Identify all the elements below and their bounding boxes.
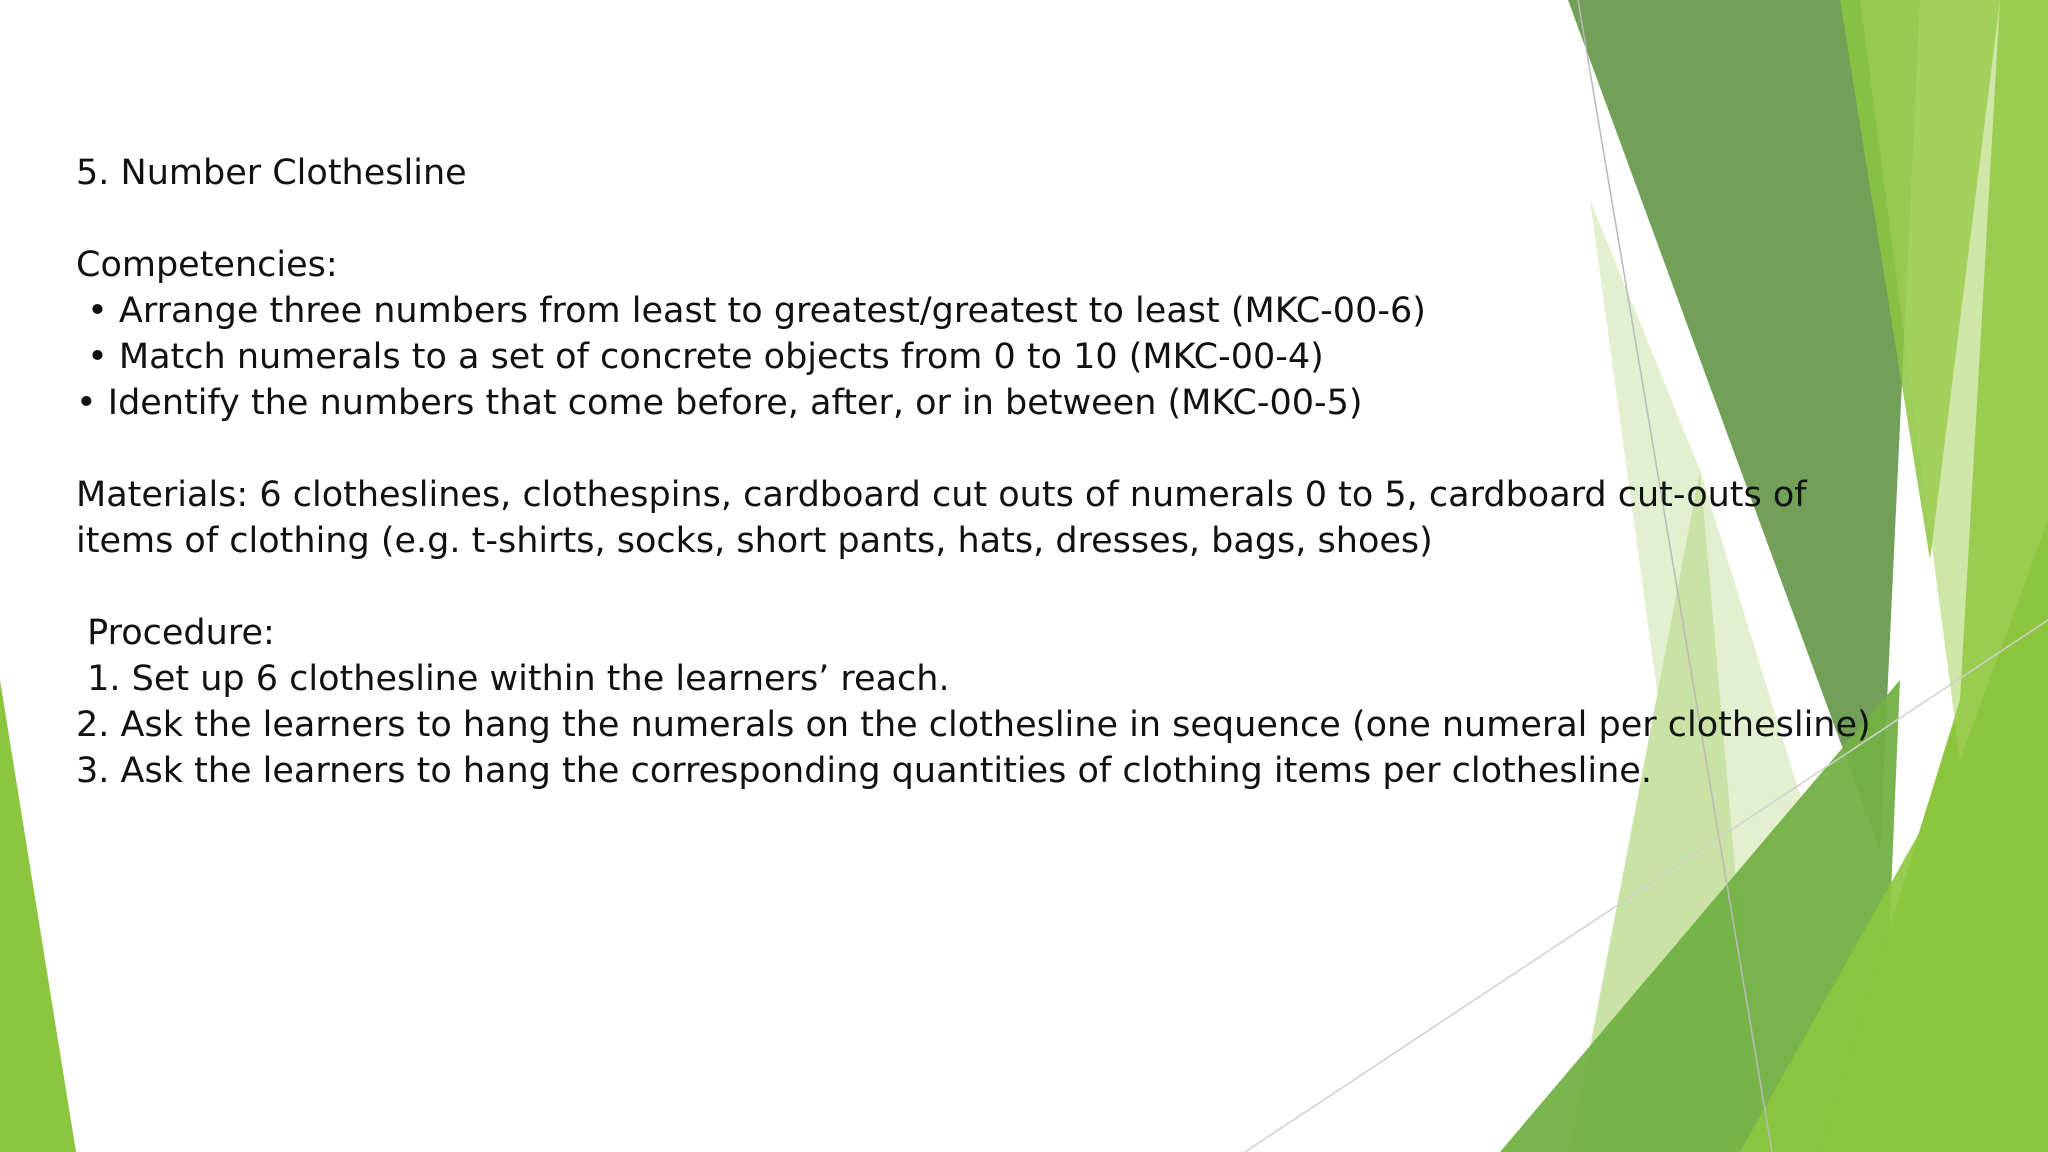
procedure-step: 2. Ask the learners to hang the numerals on the clothesline in sequence (one numeral per clothesline) [76,705,1871,745]
left-green-sliver [0,680,76,1152]
materials-line: items of clothing (e.g. t-shirts, socks, short pants, hats, dresses, bags, shoes) [76,521,1433,561]
competency-item: • Identify the numbers that come before, after, or in between (MKC-00-5) [76,383,1363,423]
slide-title: 5. Number Clothesline [76,153,467,193]
competency-item: • Match numerals to a set of concrete objects from 0 to 10 (MKC-00-4) [76,337,1324,377]
competencies-heading: Competencies: [76,245,338,285]
slide-text [76,150,1876,794]
procedure-step: 1. Set up 6 clothesline within the learners’ reach. [76,659,950,699]
materials-line: Materials: 6 clotheslines, clothespins, cardboard cut outs of numerals 0 to 5, cardboard cut-outs of [76,475,1807,515]
procedure-step: 3. Ask the learners to hang the corresponding quantities of clothing items per clothesline. [76,751,1652,791]
competency-item: • Arrange three numbers from least to greatest/greatest to least (MKC-00-6) [76,291,1426,331]
procedure-heading: Procedure: [76,613,275,653]
